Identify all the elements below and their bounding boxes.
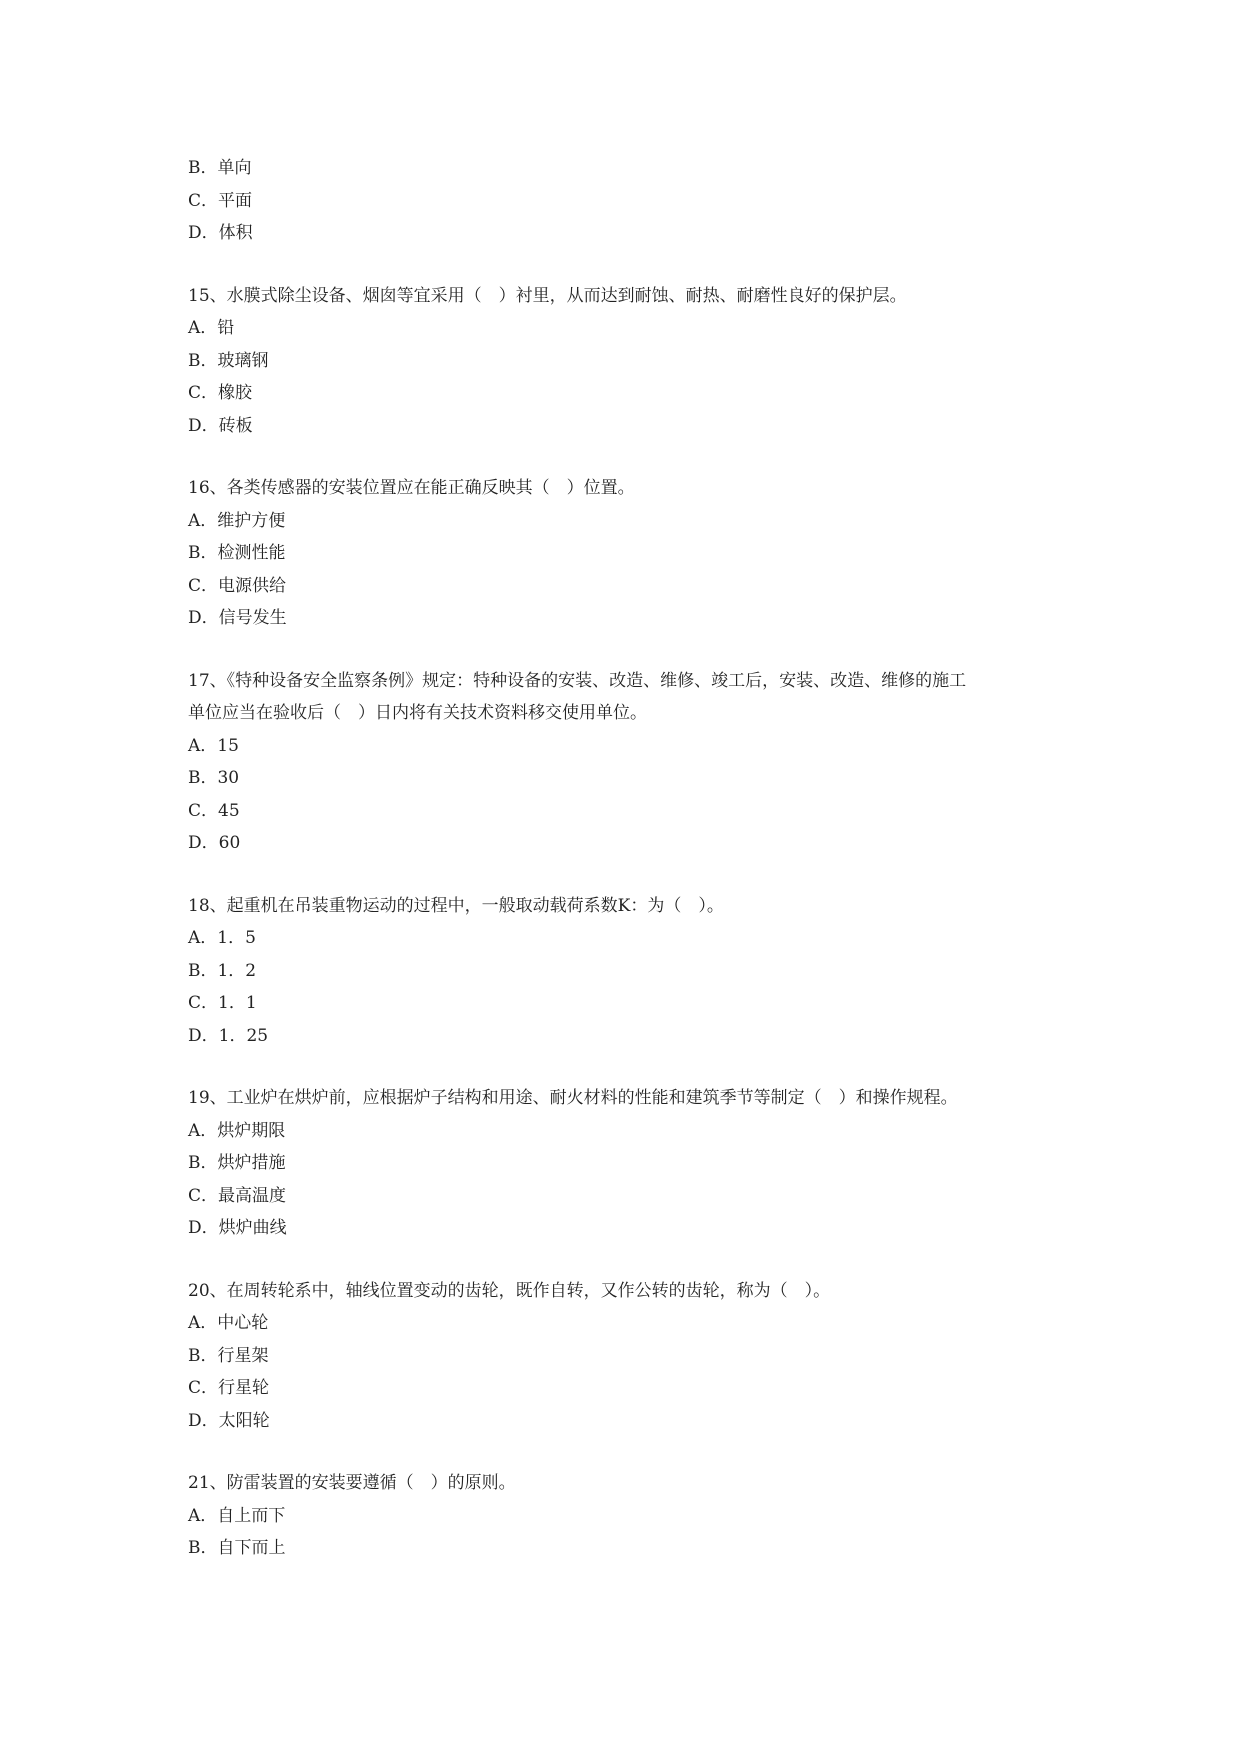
option-b: B．自下而上 [188, 1538, 286, 1558]
question-stem: 18、起重机在吊装重物运动的过程中，一般取动载荷系数K：为（ ）。 [188, 895, 724, 916]
option-c: C．电源供给 [188, 575, 287, 596]
question-list [188, 152, 1068, 1565]
option-d: D．60 [188, 833, 241, 853]
option-b: B．检测性能 [188, 543, 286, 563]
option-b: B．单向 [188, 158, 252, 178]
option-c: C．45 [188, 800, 240, 821]
option-d: D．烘炉曲线 [188, 1218, 287, 1238]
option-a: A．维护方便 [188, 510, 286, 531]
option-a: A．烘炉期限 [188, 1120, 286, 1141]
option-a: A．铅 [188, 318, 235, 338]
option-d: D．太阳轮 [188, 1410, 270, 1431]
option-b: B．1．2 [188, 960, 257, 981]
option-d: D．砖板 [188, 415, 253, 436]
option-c: C．最高温度 [188, 1185, 287, 1206]
option-d: D．体积 [188, 223, 253, 243]
question-stem: 17、《特种设备安全监察条例》规定：特种设备的安装、改造、维修、竣工后，安装、改造、维修的施工 [188, 670, 967, 691]
option-b: B．玻璃钢 [188, 350, 269, 371]
question-stem: 15、水膜式除尘设备、烟囱等宜采用（ ）衬里，从而达到耐蚀、耐热、耐磨性良好的保护层。 [188, 285, 907, 306]
question-21 [188, 1467, 1068, 1565]
option-b: B．30 [188, 768, 240, 788]
question-19 [188, 1082, 1068, 1245]
question-stem-continued: 单位应当在验收后（ ）日内将有关技术资料移交使用单位。 [188, 703, 647, 723]
option-b: B．烘炉措施 [188, 1153, 286, 1173]
question-15 [188, 280, 1068, 443]
question-17 [188, 665, 1068, 860]
option-c: C．1．1 [188, 993, 257, 1013]
question-20 [188, 1275, 1068, 1438]
question-stem: 19、工业炉在烘炉前，应根据炉子结构和用途、耐火材料的性能和建筑季节等制定（ ）和操作规程。 [188, 1088, 958, 1108]
option-c: C．行星轮 [188, 1378, 270, 1398]
option-a: A．1．5 [188, 928, 256, 948]
question-18 [188, 890, 1068, 1053]
question-stem: 21、防雷装置的安装要遵循（ ）的原则。 [188, 1473, 516, 1493]
option-c: C．橡胶 [188, 383, 253, 403]
option-a: A．自上而下 [188, 1505, 286, 1526]
option-d: D．信号发生 [188, 608, 287, 628]
question-16 [188, 472, 1068, 635]
option-c: C．平面 [188, 190, 253, 211]
option-b: B．行星架 [188, 1345, 269, 1366]
option-d: D．1．25 [188, 1025, 269, 1046]
question-stem: 20、在周转轮系中，轴线位置变动的齿轮，既作自转，又作公转的齿轮，称为（ ）。 [188, 1280, 831, 1301]
question-stem: 16、各类传感器的安装位置应在能正确反映其（ ）位置。 [188, 478, 635, 498]
option-a: A．15 [188, 735, 239, 756]
option-a: A．中心轮 [188, 1313, 269, 1333]
question-14-continued [188, 152, 1068, 250]
